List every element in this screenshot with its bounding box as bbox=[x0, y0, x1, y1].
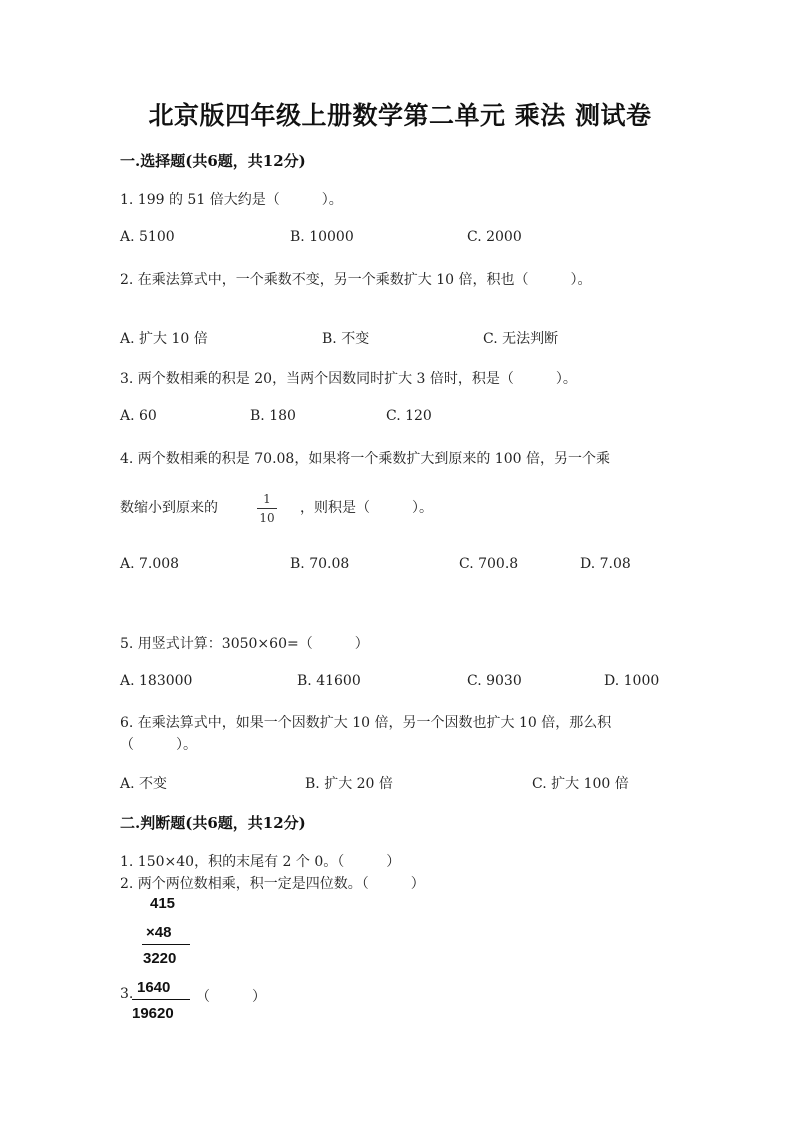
judgement-item-3-number: 3. bbox=[120, 986, 134, 1002]
q1-option-c[interactable]: C. 2000 bbox=[467, 229, 522, 245]
q1-option-b[interactable]: B. 10000 bbox=[290, 229, 354, 245]
vertical-calc-multiplier: ×48 bbox=[146, 924, 172, 941]
question-3: 3. 两个数相乘的积是 20，当两个因数同时扩大 3 倍时，积是（ ）。 bbox=[120, 371, 577, 387]
question-6-line2: （ ）。 bbox=[120, 737, 197, 753]
fraction-bar bbox=[257, 508, 277, 509]
q2-option-c[interactable]: C. 无法判断 bbox=[483, 331, 559, 347]
q5-option-d[interactable]: D. 1000 bbox=[604, 673, 660, 689]
q5-option-a[interactable]: A. 183000 bbox=[120, 673, 193, 689]
q2-option-b[interactable]: B. 不变 bbox=[322, 331, 370, 347]
judgement-item-2: 2. 两个两位数相乘，积一定是四位数。（ ） bbox=[120, 876, 425, 892]
question-2: 2. 在乘法算式中，一个乘数不变，另一个乘数扩大 10 倍，积也（ ）。 bbox=[120, 272, 592, 288]
vertical-calc-product: 19620 bbox=[132, 1005, 174, 1022]
question-4-line1: 4. 两个数相乘的积是 70.08，如果将一个乘数扩大到原来的 100 倍，另一个乘 bbox=[120, 451, 610, 467]
section-heading-choice: 一.选择题(共6题，共12分) bbox=[120, 152, 306, 170]
q4-option-b[interactable]: B. 70.08 bbox=[290, 556, 350, 572]
vertical-calc-line-2 bbox=[132, 999, 190, 1000]
q6-option-c[interactable]: C. 扩大 100 倍 bbox=[532, 776, 629, 792]
q3-option-c[interactable]: C. 120 bbox=[386, 408, 432, 424]
judgement-item-1: 1. 150×40，积的末尾有 2 个 0。（ ） bbox=[120, 854, 401, 870]
q5-option-b[interactable]: B. 41600 bbox=[297, 673, 361, 689]
question-4-line2-after: ，则积是（ ）。 bbox=[300, 500, 433, 516]
q6-option-a[interactable]: A. 不变 bbox=[120, 776, 168, 792]
vertical-calc-line-1 bbox=[142, 944, 190, 945]
q2-option-a[interactable]: A. 扩大 10 倍 bbox=[120, 331, 208, 347]
question-6-line1: 6. 在乘法算式中，如果一个因数扩大 10 倍，另一个因数也扩大 10 倍，那么积 bbox=[120, 715, 612, 731]
fraction-numerator: 1 bbox=[263, 492, 271, 506]
page-title: 北京版四年级上册数学第二单元 乘法 测试卷 bbox=[148, 101, 652, 130]
section-heading-judgement: 二.判断题(共6题，共12分) bbox=[120, 814, 306, 832]
q3-option-b[interactable]: B. 180 bbox=[250, 408, 296, 424]
q3-option-a[interactable]: A. 60 bbox=[120, 408, 157, 424]
q6-option-b[interactable]: B. 扩大 20 倍 bbox=[305, 776, 393, 792]
q4-option-a[interactable]: A. 7.008 bbox=[120, 556, 180, 572]
fraction-one-tenth bbox=[257, 492, 277, 525]
fraction-denominator: 10 bbox=[259, 511, 275, 525]
vertical-calc-partial-2: 1640 bbox=[137, 979, 171, 996]
q5-option-c[interactable]: C. 9030 bbox=[467, 673, 522, 689]
q4-option-d[interactable]: D. 7.08 bbox=[580, 556, 631, 572]
question-5: 5. 用竖式计算：3050×60=（ ） bbox=[120, 636, 369, 652]
q1-option-a[interactable]: A. 5100 bbox=[120, 229, 175, 245]
question-1: 1. 199 的 51 倍大约是（ ）。 bbox=[120, 192, 343, 208]
q4-option-c[interactable]: C. 700.8 bbox=[459, 556, 519, 572]
question-4-line2-before: 数缩小到原来的 bbox=[120, 500, 218, 516]
judgement-item-3-paren: （ ） bbox=[196, 989, 266, 1005]
vertical-calc-multiplicand: 415 bbox=[150, 895, 176, 912]
vertical-calc-partial-1: 3220 bbox=[143, 950, 177, 967]
